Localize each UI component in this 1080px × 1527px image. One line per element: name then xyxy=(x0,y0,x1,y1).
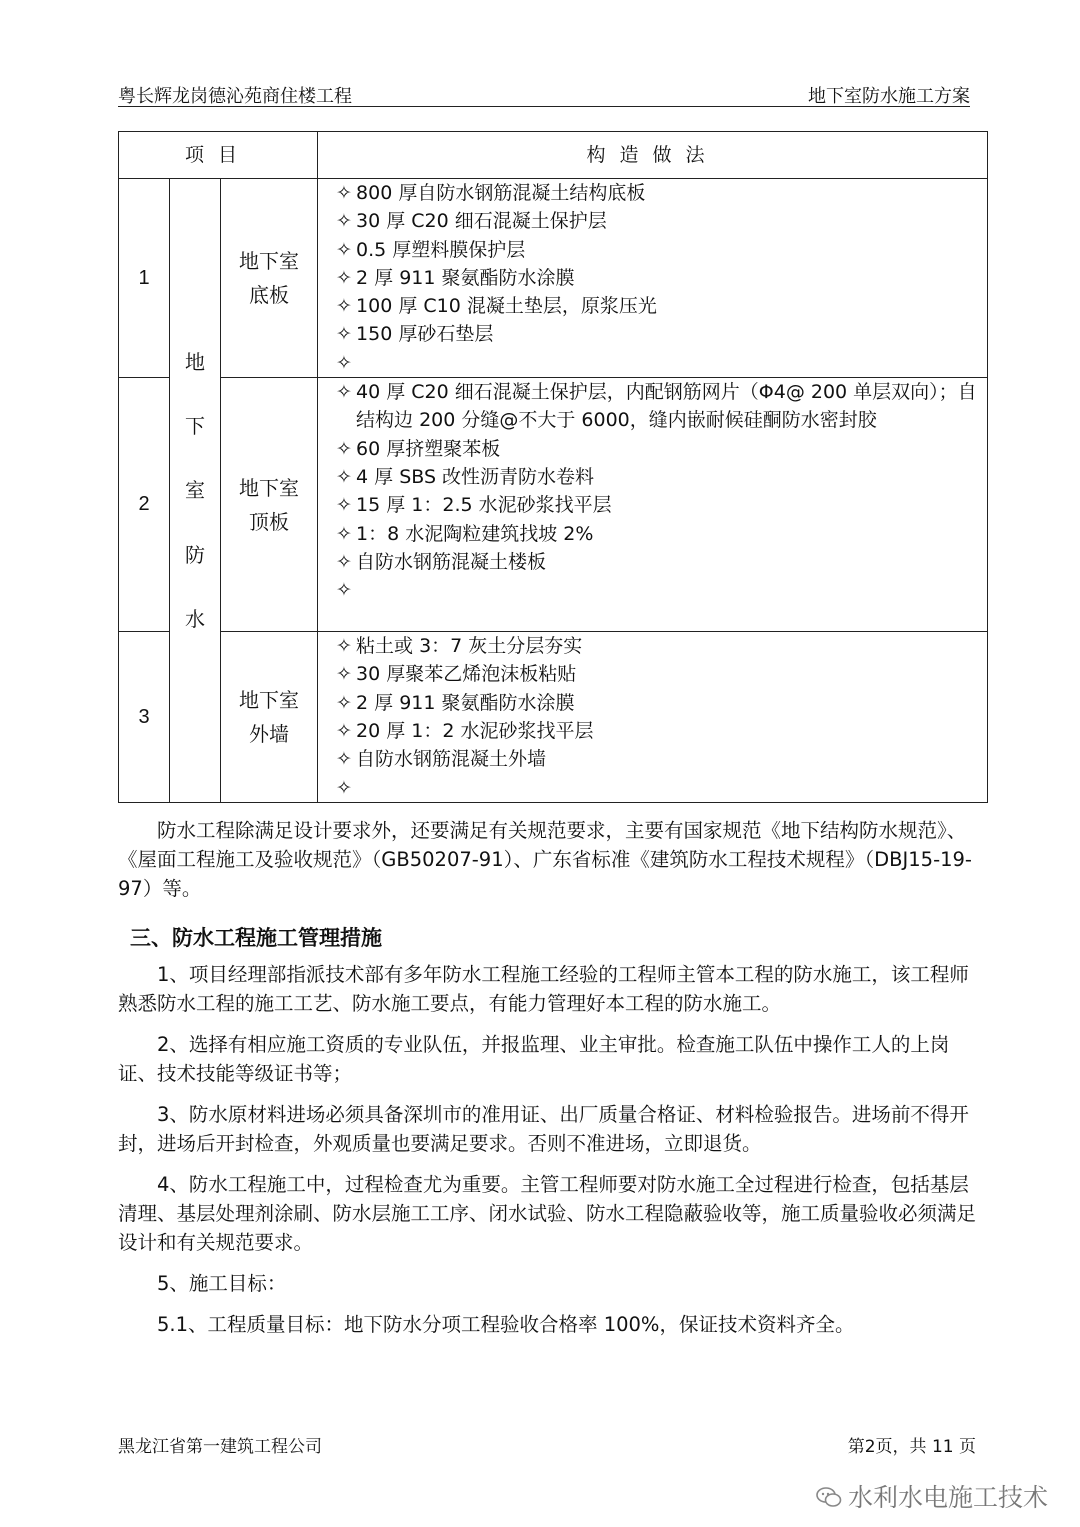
list-item: ✧ 自防水钢筋混凝土外墙 xyxy=(356,745,979,773)
list-item: ✧ 2 厚 911 聚氨酯防水涂膜 xyxy=(356,689,979,717)
paragraph: 1、项目经理部指派技术部有多年防水工程施工经验的工程师主管本工程的防水施工，该工程师熟悉防水工程的施工工艺、防水施工要点，有能力管理好本工程的防水施工。 xyxy=(118,963,969,1015)
row-name xyxy=(221,378,318,632)
list-item: ✧ 60 厚挤塑聚苯板 xyxy=(356,435,979,463)
list-item: ✧ 30 厚聚苯乙烯泡沫板粘贴 xyxy=(356,660,979,688)
page-header xyxy=(118,82,970,107)
table-row xyxy=(119,378,988,632)
paragraph: 4、防水工程施工中，过程检查尤为重要。主管工程师要对防水施工全过程进行检查，包括基层清理、基层处理剂涂刷、防水层施工工序、闭水试验、防水工程隐蔽验收等，施工质量验收必须满足设计和有关规范要求。 xyxy=(118,1173,977,1254)
watermark-text: 水利水电施工技术 xyxy=(847,1483,1048,1512)
list-item: ✧ 2 厚 911 聚氨酯防水涂膜 xyxy=(356,264,979,292)
vertical-char: 地 xyxy=(185,349,205,374)
list-item xyxy=(356,576,979,604)
row-number: 2 xyxy=(119,378,170,632)
vertical-char: 水 xyxy=(185,606,205,631)
list-item: ✧ 粘土或 3：7 灰土分层夯实 xyxy=(356,632,979,660)
list-item: ✧ 4 厚 SBS 改性沥青防水卷料 xyxy=(356,463,979,491)
paragraph: 3、防水原材料进场必须具备深圳市的准用证、出厂质量合格证、材料检验报告。进场前不得开封，进场后开封检查，外观质量也要满足要求。否则不准进场，立即退货。 xyxy=(118,1103,969,1155)
header-doc-title: 地下室防水施工方案 xyxy=(808,86,970,107)
intro-paragraph xyxy=(118,816,978,903)
row-items xyxy=(318,632,988,803)
construction-table xyxy=(118,131,988,803)
measures-body xyxy=(118,960,978,1339)
list-item: ✧ 30 厚 C20 细石混凝土保护层 xyxy=(356,207,979,235)
row-number: 3 xyxy=(119,632,170,803)
row-name-line: 地下室 xyxy=(239,249,300,274)
list-item: ✧ 100 厚 C10 混凝土垫层，原浆压光 xyxy=(356,292,979,320)
row-items xyxy=(318,378,988,632)
list-item: ✧ 1：8 水泥陶粒建筑找坡 2% xyxy=(356,520,979,548)
row-name-line: 底板 xyxy=(249,283,290,308)
paragraph: 5、施工目标： xyxy=(157,1272,287,1295)
row-name xyxy=(221,179,318,378)
list-item xyxy=(356,349,979,377)
list-item xyxy=(356,774,979,802)
list-item: ✧ 20 厚 1：2 水泥砂浆找平层 xyxy=(356,717,979,745)
footer-company: 黑龙江省第一建筑工程公司 xyxy=(118,1437,322,1457)
paragraph: 5.1、工程质量目标：地下防水分项工程验收合格率 100%，保证技术资料齐全。 xyxy=(157,1313,855,1336)
vertical-category xyxy=(170,179,221,803)
row-name-line: 外墙 xyxy=(249,721,290,746)
table-header-row xyxy=(119,132,988,179)
table-row xyxy=(119,179,988,378)
vertical-char: 防 xyxy=(185,542,205,567)
paragraph: 2、选择有相应施工资质的专业队伍，并报监理、业主审批。检查施工队伍中操作工人的上岗证、技术技能等级证书等； xyxy=(118,1033,950,1085)
list-item: ✧ 15 厚 1：2.5 水泥砂浆找平层 xyxy=(356,491,979,519)
row-name-line: 地下室 xyxy=(239,687,300,712)
vertical-char: 下 xyxy=(185,413,205,438)
header-project-name: 粤长辉龙岗德沁苑商住楼工程 xyxy=(118,86,352,107)
section-title: 三、防水工程施工管理措施 xyxy=(130,926,382,950)
watermark xyxy=(816,1478,1048,1514)
footer-page-number: 第2页，共 11 页 xyxy=(847,1437,976,1457)
row-items xyxy=(318,179,988,378)
list-item: ✧ 自防水钢筋混凝土楼板 xyxy=(356,548,979,576)
wechat-icon xyxy=(816,1486,842,1508)
row-name xyxy=(221,632,318,803)
intro-text: 防水工程除满足设计要求外，还要满足有关规范要求，主要有国家规范《地下结构防水规范》、《屋面工程施工及验收规范》（GB50207-91）、广东省标准《建筑防水工程技术规程》（DBJ15-19-97）等。 xyxy=(118,819,972,900)
header-method: 构造做法 xyxy=(318,132,988,179)
list-item: ✧ 40 厚 C20 细石混凝土保护层，内配钢筋网片（Φ4@ 200 单层双向）；自结构边 200 分缝@不大于 6000，缝内嵌耐候硅酮防水密封胶 xyxy=(356,378,979,435)
vertical-char: 室 xyxy=(185,478,205,503)
row-name-line: 地下室 xyxy=(239,475,300,500)
row-number: 1 xyxy=(119,179,170,378)
list-item: ✧ 150 厚砂石垫层 xyxy=(356,320,979,348)
list-item: ✧ 800 厚自防水钢筋混凝土结构底板 xyxy=(356,179,979,207)
row-name-line: 顶板 xyxy=(249,509,290,534)
list-item: ✧ 0.5 厚塑料膜保护层 xyxy=(356,236,979,264)
header-item: 项目 xyxy=(119,132,318,179)
table-row xyxy=(119,632,988,803)
